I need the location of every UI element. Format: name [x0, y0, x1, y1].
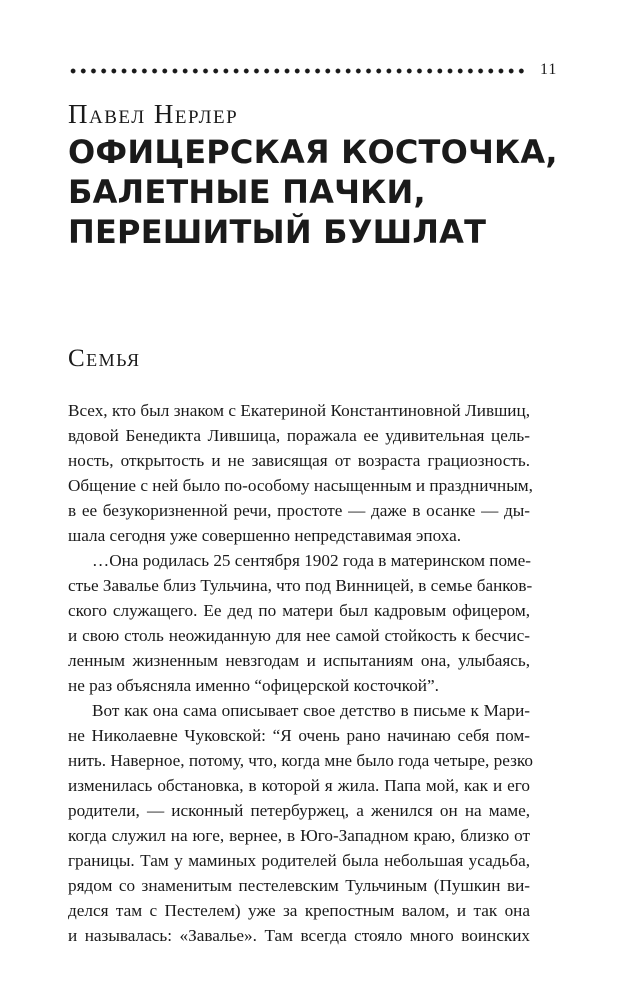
page-number: 11	[540, 61, 558, 78]
text-line: ность, открытость и не зависящая от возраста грациозность.	[68, 451, 530, 470]
text-line: рядом со знаменитым пестелевским Тульчиным (Пушкин ви-	[68, 876, 530, 895]
text-line: ленным жизненным невзгодам и испытаниям она, улыбаясь,	[68, 651, 530, 670]
chapter-title	[68, 132, 608, 252]
text-line: когда служил на юге, вернее, в Юго-Западном краю, близко от	[68, 826, 530, 845]
title-line: БАЛЕТНЫЕ ПАЧКИ,	[68, 173, 426, 211]
text-line: стье Завалье близ Тульчина, что под Винницей, в семье банков-	[68, 576, 533, 595]
text-line: границы. Там у маминых родителей была небольшая усадьба,	[68, 851, 530, 870]
text-line: и свою столь неожиданную для нее самой стойкость к бесчис-	[68, 626, 530, 645]
header-dotted-rule	[68, 66, 526, 76]
text-line: вдовой Бенедикта Лившица, поражала ее удивительная цель-	[68, 426, 530, 445]
text-line: Общение с ней было по-особому насыщенным и праздничным,	[68, 476, 533, 495]
text-line: шала сегодня уже совершенно непредставимая эпоха.	[68, 526, 462, 545]
text-line: Всех, кто был знаком с Екатериной Константиновной Лившиц,	[68, 401, 530, 420]
paragraph	[68, 548, 533, 698]
text-line: Вот как она сама описывает свое детство в письме к Мари-	[92, 701, 530, 720]
title-line: ОФИЦЕРСКАЯ КОСТОЧКА,	[68, 133, 558, 171]
text-line: делся там с Пестелем) уже за крепостным валом, и так она	[68, 901, 530, 920]
text-line: не раз объясняла именно “офицерской косточкой”.	[68, 676, 439, 695]
section-heading: Семья	[68, 345, 141, 372]
title-line: ПЕРЕШИТЫЙ БУШЛАТ	[68, 213, 487, 251]
text-line: в ее безукоризненной речи, простоте — даже в осанке — ды-	[68, 501, 530, 520]
text-line: родители, — исконный петербуржец, а женился он на маме,	[68, 801, 530, 820]
author-name: Павел Нерлер	[68, 99, 239, 129]
text-line: изменилась обстановка, в которой я жила. Папа мой, как и его	[68, 776, 530, 795]
text-line: нить. Наверное, потому, что, когда мне было года четыре, резко	[68, 751, 533, 770]
text-line: ского служащего. Ее дед по матери был кадровым офицером,	[68, 601, 530, 620]
paragraph	[68, 398, 533, 548]
paragraph	[68, 698, 533, 948]
body-text	[68, 398, 533, 948]
text-line: и называлась: «Завалье». Там всегда стояло много воинских	[68, 926, 530, 945]
text-line: не Николаевне Чуковской: “Я очень рано начинаю себя пом-	[68, 726, 530, 745]
text-line: …Она родилась 25 сентября 1902 года в материнском поме-	[92, 551, 531, 570]
